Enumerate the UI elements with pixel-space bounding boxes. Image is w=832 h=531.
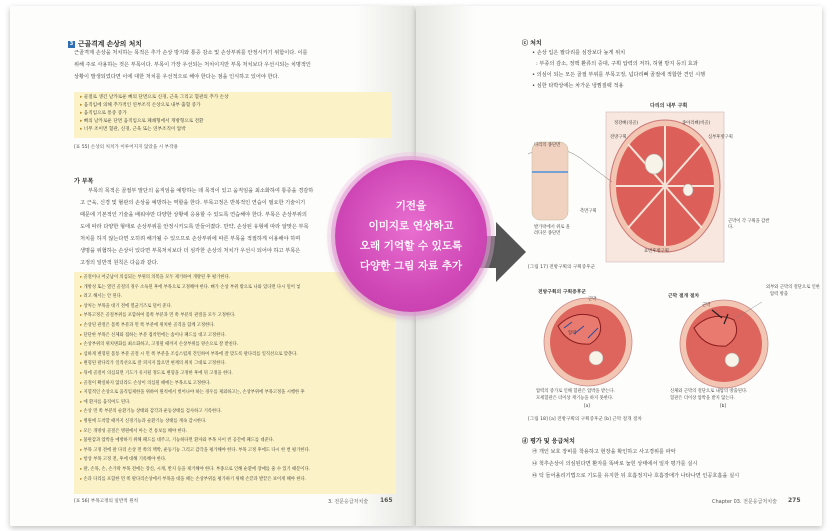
section-heading [68,38,142,48]
callout-line: 다양한 그림 자료 추가 [359,260,463,272]
principle-item: ▸ 변형된 팔다리가 일직선으로 잘 펴지지 않으면 현재의 위치 그대로 고정한다. [80,360,226,368]
treatment-item: : 부종의 감소, 정맥 환류의 증대, 구획 압력의 저하, 허혈 방지 등의 효과 [536,61,698,67]
label-lateral: 측면구획 [580,209,597,214]
principle-item: ▸ 개방성 또는 열린 골절의 경우 소독된 후에 부목으로 고정해야 한다. 뼈가 손상 부위 밖으로 나와 있다면 다시 밀어 넣 [80,284,300,292]
box-item: ▸ 움직임에 의해 추가적인 연부조직 손상으로 내부 출혈 증가 [80,102,201,110]
treatment-item: • 의심이 되는 모든 골절 부위를 부목고정, 넙다리뼈 골절에 적합한 견인 시행 [532,72,706,78]
principle-item: ▸ 팔, 손목, 손, 손가락 부목 전에는 장신, 시계, 반지 등을 제거해야 한다. 부종으로 인해 순환에 장애를 줄 수 있기 때문이다. [80,466,310,474]
paragraph-line: 부목의 목적은 골절부 말단의 움직임을 예방하는 데 목적이 있고 움직임을 최소화하여 통증을 경감하 [88,188,314,194]
label-side-note: 발가락에서 위로 올려다본 종단면 [534,225,570,236]
principle-item: ▸ 골절이나 어긋남이 의심되는 부위의 의복을 모두 제거하여 개방된 후 평가한다. [80,274,230,282]
principle-item: ▸ 손상부위의 위치변화를 최소화하고, 고정될 때까지 손상부위를 양손으로 잘 받친다. [80,341,238,349]
callout-line: 오래 기억할 수 있도록 [359,240,463,252]
label-tibia: 정강뼈(경골) [614,121,639,126]
page-number: 275 [788,497,801,504]
principle-item: ▸ 려고 해서는 안 된다. [80,293,122,301]
label-superficial-posterior: 표면후방구획 [644,249,669,254]
label-fibula: 종아리뼈(비골) [682,121,711,126]
principle-item: ▸ 손상된 관절은 몸쪽 부분과 먼 쪽 부분에 위치한 골격을 함께 고정한다. [80,322,215,330]
principle-item: ▸ 부목고정은 골절부위를 포함하여 몸쪽 부분과 먼 쪽 부분의 관절을 모두 고정한다. [80,312,236,320]
principle-item: ▸ 손상 먼 쪽 부분의 순환기능 상태와 감각과 운동상태를 검사하고 기록한다. [80,408,222,416]
figure-title: 전방구획의 구획증후군 [538,290,587,295]
paragraph-line: 생명을 위협하는 손상이 있다면 부목처치보다 더 심각한 손상의 처치가 우선시 되어야 하고 부목은 [80,248,301,254]
assessment-item: ㉰ 턱 들어올리기법으로 기도를 유지한 뒤 호흡정지나 호흡장애가 나타나면 인공호흡을 실시 [532,473,740,479]
subsection-marker: 가 [74,178,80,185]
label-pressure: 압력 [568,331,577,336]
figure-caption-line: 압력의 증가로 인해 혈관은 압박을 받는다. [536,389,615,394]
paragraph-line: 때문에 기본적인 기술을 배워야만 다양한 상황에 응용할 수 있도록 연습해야 한다. 부목은 손상부위의 [80,212,307,218]
figure-side-note: 외부와 근막의 절단으로 인한 [766,285,820,290]
figure-caption-line: 모세혈관은 더이상 재기능을 하지 못한다. [536,396,614,401]
principle-item: ▸ 골절이 확실하지 않더라도 손상이 의심될 때에는 부목으로 고정한다. [80,380,211,388]
fasciotomy-figure [662,285,820,412]
subsection-heading [74,176,93,185]
principle-item: ▸ 항상 부목 고정 전, 후에 대해 기록해야 한다. [80,456,166,464]
label-muscle-note: 근막이 각 구획을 감싼다. [728,219,770,230]
principle-item: ▸ 뒤에 골절이 의심되면 기도가 유지될 정도로 변형을 고정한 후에 뒤 고정을 한다. [80,370,233,378]
principle-item: ▸ 손과 다리를 포함한 먼 쪽 팔다리손상에서 부목을 대을 때는 손상부위를 평가하기 위해 손끝과 발끝은 보이게 해야 한다. [80,476,306,484]
label-fascia: 근막 [702,303,711,308]
assessment-heading [522,436,575,445]
label-fascia: 근막 [588,297,597,302]
promo-callout-circle [335,160,487,312]
intro-line: 위해 주로 사용하는 것은 부목이다. 부목이 가장 우선되는 처치이지만 부목 처치보다 우선시되는 치명적인 [74,62,311,68]
box-item: ▸ 움직임으로 통증 증가 [80,110,127,118]
assessment-item: ㉮ 개인 보호 장비를 착용하고 현장을 확인하고 사고경위를 파악 [532,449,676,455]
paragraph-line: 도에 따라 다양한 형태로 손상부위를 안정시키도록 만들어졌다. 만약, 손상된 유형에 따라 알맞은 부목 [80,224,309,230]
assessment-item: ㉯ 척추손상이 의심된다면 환자를 똑바로 눕힌 상태에서 일자 평가를 실시 [532,461,698,467]
box-item: ▸ 너무 조이면 혈관, 신경, 근육 또는 연부조직이 압박 [80,126,186,134]
figure-letter: [a] [584,404,590,409]
section-title: 근골격계 손상의 처치 [78,40,142,48]
figure-letter: [b] [720,404,727,409]
intro-line: 상황이 발생되었다면 이에 대한 처치를 우선적으로 해야 한다는 점을 인식하고 있어야 한다. [74,74,280,80]
leg-cross-section-illustration [528,98,798,268]
paragraph-line: 고정의 일반적 원칙은 다음과 같다. [80,260,159,266]
principle-item: ▸ 부목 고정 전에 팔 다리 손상 먼 쪽의 맥박, 운동기능 그리고 감각을 평가해야 한다. 부목 고정 후에도 다시 한 번 평가한다. [80,447,310,455]
label-cut-plane: 다리의 종단면 [534,143,561,148]
footer-chapter: Chapter 03. 전문응급처치술 [712,499,777,505]
figure-title: 다리의 내부 구획 [650,103,688,109]
treatment-item: • 심한 타박상에는 차가운 냉찜질팩 적용 [532,83,624,89]
assessment-marker: ⓓ [522,438,529,445]
paragraph-line: 고 근육, 신경 및 혈관의 손상을 예방하는 역할을 한다. 부목고정은 반복적인 연습이 필요한 기술이기 [80,200,306,206]
box-item: ▸ 골절로 생긴 날카로운 뼈의 단면으로 신경, 근육 그리고 혈관의 추가 손상 [80,94,229,102]
table-caption: [표 56] 부목고정의 일반적 원칙 [74,499,139,504]
box-item: ▸ 뼈의 날카로운 단면 움직임으로 폐쇄형에서 개방형으로 전환 [80,118,203,126]
principle-item: ▸ 지혈적인 손상으로 움직임제한을 위하여 원칙에서 벗어나야 하는 경우를 제외하고는, 손상부위에 부목고정을 시행한 후 [80,389,305,397]
principle-item: ▸ 병원에 도착할 때까지 신경기능과 순환기능 상태를 계속 감시한다. [80,418,207,426]
label-anterior: 전방구획 [610,135,627,140]
subsection-title: 부목 [81,178,94,185]
principle-item: ▸ 불편감과 압박을 예방하기 위해 패드를 대주고, 기능하다면 환자와 부목 사이 빈 공간에 패드를 대준다. [80,437,274,445]
callout-line: 기전을 [395,200,427,212]
section-number-badge: 3 [69,40,74,47]
compartment-syndrome-figure [528,288,658,412]
treatment-heading [522,38,542,47]
footer-chapter: 3. 전문응급처치술 [328,499,369,505]
leg-compartment-figure [528,98,798,268]
principle-item: ▸ 상처는 부목을 대기 전에 멸균거즈로 덮어 준다. [80,303,172,311]
page-number: 165 [380,497,393,504]
paragraph-line: 처치를 하지 않는다면 오히려 해가될 수 있으므로 손상부위에 따른 부목을 적절하게 이용해야 하며 [80,236,301,242]
treatment-title: 처치 [530,40,542,47]
figure-main-caption: [그림 18] [a] 전방구획의 구획증후군 [b] 근막 절개 절차 [528,417,642,422]
intro-line: 근골격계 손상을 처치하는 목적은 추가 손상 방지와 통증 감소 및 손상부위를 안정시키기 위함이다. 이를 [74,50,308,56]
figure-title: 근막 절개 절차 [668,294,700,299]
figure-side-note: 압력 방출 [770,292,788,297]
figure-strip-caption: [그림 17] 전방구획의 구획증후군 [528,265,596,270]
principle-item: ▸ 에 환자를 움직여도 된다. [80,399,131,407]
assessment-title: 평가 및 응급처치 [530,438,575,445]
treatment-item: • 손상 입은 팔다리를 심장보다 높게 위치 [532,50,626,56]
principle-item: ▸ 모든 개방성 골절은 병원에서 아는 건 통보를 해야 한다. [80,428,187,436]
callout-line: 이미지로 연상하고 [368,220,454,232]
label-deep-posterior: 심부후방구획 [708,135,733,140]
treatment-marker: ⓒ [522,40,529,47]
principle-item: ▸ 심하게 변형된 몸통 부분 골절 시 먼 쪽 부분을 조심스럽게 견인하여 부목에 잘 맞도록 팔다리를 일직선으로 맞춘다. [80,351,298,359]
figure-caption-line: 신체와 근막의 절단으로 내압의 방출된다. [670,389,748,394]
table-caption: [표 55] 손상의 처치가 이루어지지 않았을 시 부작용 [74,145,178,150]
principle-item: ▸ 단단한 부목은 신체와 접하는 부분 접착면에는 솜이나 패드를 대고 고정한다. [80,332,226,340]
figure-caption-line: 혈관은 더이상 압박을 받지 않는다. [670,396,735,401]
